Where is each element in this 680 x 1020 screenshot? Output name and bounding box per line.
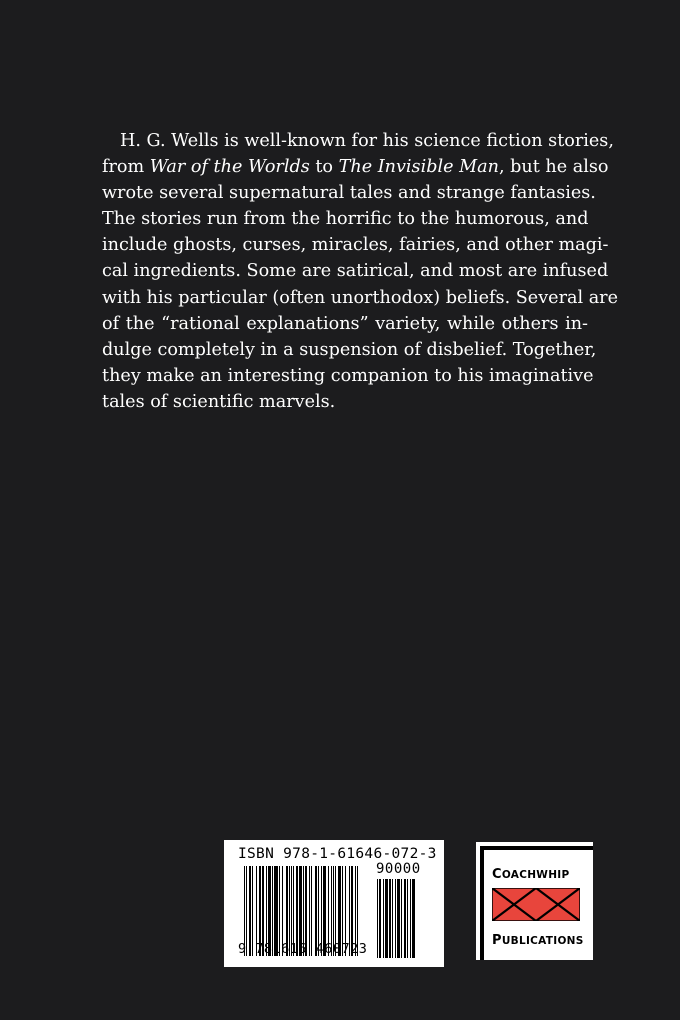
barcode-addon-bars xyxy=(377,879,432,958)
publisher-initial: C xyxy=(492,867,502,882)
blurb-text: from xyxy=(102,157,150,178)
publisher-logo xyxy=(476,842,593,960)
blurb-line: cal ingredients. Some are satirical, and most are infused xyxy=(102,261,609,282)
blurb-line: tales of scientific marvels. xyxy=(102,391,336,412)
blurb-line xyxy=(102,154,609,180)
blurb-line: include ghosts, curses, miracles, fairies, and other magi- xyxy=(102,235,609,256)
publisher-name xyxy=(492,867,592,882)
barcode-addon-digits: 90000 xyxy=(376,861,421,877)
blurb-line: H. G. Wells is well-known for his science fiction stories, xyxy=(120,131,614,151)
double-x-logo-icon xyxy=(492,888,580,921)
publisher-initial: P xyxy=(492,933,502,948)
book-title: War of the Worlds xyxy=(149,157,310,178)
blurb-line: of the “rational explanations” variety, while others in- xyxy=(102,313,588,334)
publisher-name-rest: OACHWHIP xyxy=(501,869,570,881)
blurb-line: they make an interesting companion to his imaginative xyxy=(102,365,594,386)
blurb-line: with his particular (often unorthodox) beliefs. Several are xyxy=(102,287,619,308)
blurb-line: dulge completely in a suspension of disbelief. Together, xyxy=(102,339,597,360)
book-title: The Invisible Man xyxy=(338,157,499,178)
blurb-line: The stories run from the horrific to the humorous, and xyxy=(102,209,589,230)
barcode-digits: 9 781616 460723 xyxy=(238,941,368,957)
blurb-line: wrote several supernatural tales and strange fantasies. xyxy=(102,183,596,204)
back-cover-blurb xyxy=(102,128,619,415)
blurb-text: to xyxy=(309,157,339,178)
blurb-text: , but he also xyxy=(498,157,609,178)
publisher-subtitle-rest: UBLICATIONS xyxy=(501,935,584,947)
isbn-label: ISBN 978-1-61646-072-3 xyxy=(238,846,437,862)
publisher-subtitle xyxy=(492,933,592,948)
isbn-barcode xyxy=(224,840,444,967)
